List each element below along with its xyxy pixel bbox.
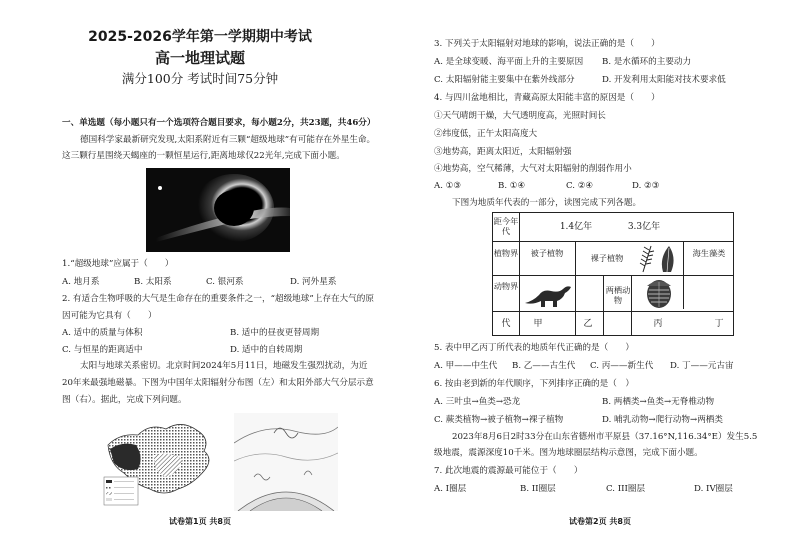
question-4-option-a: A. ①③ [434,181,462,191]
sun-atmosphere-diagram [234,413,338,511]
fern-icon [637,244,681,274]
question-1-option-a: A. 地月系 [62,277,100,287]
question-5-stem: 5. 表中甲乙丙丁所代表的地质年代正确的是（ ） [434,343,634,353]
super-earth-image [146,168,290,252]
question-4-item: ②纬度低，正午太阳高度大 [434,129,538,139]
exam-title: 2025-2026学年第一学期期中考试 [88,29,312,45]
question-4-option-c: C. ②④ [566,181,594,191]
intro-paragraph-line: 这三颗行星围绕天蝎座的一颗恒星运行,距离地球仅22光年,完成下面小题。 [62,151,345,161]
question-7-option-b: B. II圈层 [520,484,556,494]
question-6-option-d: D. 哺乳动物→爬行动物→两栖类 [602,415,723,425]
intro-paragraph-line: 20年来最强地磁暴。下图为中国年太阳辐射分布图（左）和太阳外部大气分层示意 [62,378,374,388]
question-5-option-b: B. 乙——古生代 [512,361,576,371]
question-2-option-c: C. 与恒星的距离适中 [62,345,143,355]
question-4-stem: 4. 与四川盆地相比，青藏高原太阳能丰富的原因是（ ） [434,93,660,103]
question-1-option-d: D. 河外星系 [290,277,337,287]
question-5-option-a: A. 甲——中生代 [434,361,498,371]
intro-paragraph-line: 级地震，震源深度10千米。图为地球圈层结构示意图，完成下面小题。 [434,448,703,458]
table-row-label-plant: 植物界 [493,248,519,258]
question-5-option-d: D. 丁——元古宙 [670,361,734,371]
table-plant-angiosperm: 被子植物 [530,248,564,258]
question-6-option-b: B. 两栖类→鱼类→无脊椎动物 [602,397,715,407]
question-5-option-c: C. 丙——新生代 [590,361,654,371]
table-caption: 下图为地质年代表的一部分，读图完成下列各题。 [452,198,642,208]
table-time-mark: 3.3亿年 [627,222,661,232]
exam-subject-title: 高一地理试题 [154,49,245,67]
table-row-label-animal: 动物界 [493,281,519,291]
question-6-option-c: C. 蕨类植物→被子植物→裸子植物 [434,415,564,425]
geologic-time-table [492,212,734,336]
dinosaur-icon [523,279,573,309]
question-7-option-c: C. III圈层 [606,484,646,494]
table-row-label-era: 代 [501,319,511,329]
question-3-option-b: B. 是水循环的主要动力 [602,57,692,67]
question-7-option-d: D. IV圈层 [694,484,733,494]
question-3-stem: 3. 下列关于太阳辐射对地球的影响，说法正确的是（ ） [434,39,660,49]
question-2-option-b: B. 适中的昼夜更替周期 [230,328,320,338]
intro-paragraph-line: 图（右）。据此，完成下列问题。 [62,395,187,405]
question-3-option-d: D. 开发利用太阳能对技术要求低 [602,75,726,85]
table-era-ding: 丁 [714,319,724,329]
table-time-mark: 1.4亿年 [559,222,593,232]
question-2-stem: 2. 有适合生物呼吸的大气是生命存在的重要条件之一，“超级地球”上存在大气的原 [62,294,374,304]
table-row-label-time: 距今年代 [493,216,519,236]
table-era-jia: 甲 [533,319,543,329]
question-4-item: ④地势高，空气稀薄，大气对太阳辐射的削弱作用小 [434,164,632,174]
intro-paragraph-line: 2023年8月6日2时33分在山东省德州市平原县（37.16°N,116.34°E）发生5.5 [452,432,758,442]
table-animal-amphibian: 两栖动物 [605,285,631,305]
trilobite-icon [637,278,681,310]
question-1-option-c: C. 银河系 [206,277,244,287]
question-2-option-a: A. 适中的质量与体积 [62,328,143,338]
intro-paragraph-line: 太阳与地球关系密切。北京时间2024年5月11日，地磁发生强烈扰动，为近 [80,361,368,371]
table-era-bing: 丙 [653,319,663,329]
question-6-option-a: A. 三叶虫→鱼类→恐龙 [434,397,521,407]
question-4-option-d: D. ②③ [632,181,660,191]
question-4-item: ③地势高，距离太阳近，太阳辐射强 [434,147,572,157]
table-plant-gymnosperm: 裸子植物 [590,253,624,263]
intro-paragraph-line: 德国科学家最新研究发现,太阳系附近有三颗“超级地球”有可能存在外星生命。 [80,135,376,145]
question-1-option-b: B. 太阳系 [134,277,172,287]
question-7-option-a: A. I圈层 [434,484,467,494]
table-era-yi: 乙 [583,319,593,329]
question-3-option-c: C. 太阳辐射能主要集中在紫外线部分 [434,75,575,85]
question-7-stem: 7. 此次地震的震源最可能位于（ ） [434,466,583,476]
table-plant-marine-algae: 海生藻类 [692,248,726,258]
question-3-option-a: A. 是全球变暖、海平面上升的主要原因 [434,57,584,67]
question-6-stem: 6. 按由老到新的年代顺序，下列排序正确的是（ ） [434,379,634,389]
section-title: 一、单选题（每小题只有一个选项符合题目要求，每小题2分，共23题，共46分） [62,118,376,128]
right-exam-page [400,0,800,554]
page-footer: 试卷第1页 共8页 [169,517,231,526]
exam-score-time: 满分100分 考试时间75分钟 [121,71,279,86]
china-solar-radiation-map [100,415,222,509]
question-1-stem: 1.“超级地球”应属于（ ） [62,259,174,269]
question-2-option-d: D. 适中的自转周期 [230,345,303,355]
question-4-option-b: B. ①④ [498,181,526,191]
page-footer: 试卷第2页 共8页 [569,517,631,526]
question-4-item: ①天气晴朗干燥，大气透明度高，光照时间长 [434,111,606,121]
question-2-stem: 因可能为它具有（ ） [62,311,157,321]
